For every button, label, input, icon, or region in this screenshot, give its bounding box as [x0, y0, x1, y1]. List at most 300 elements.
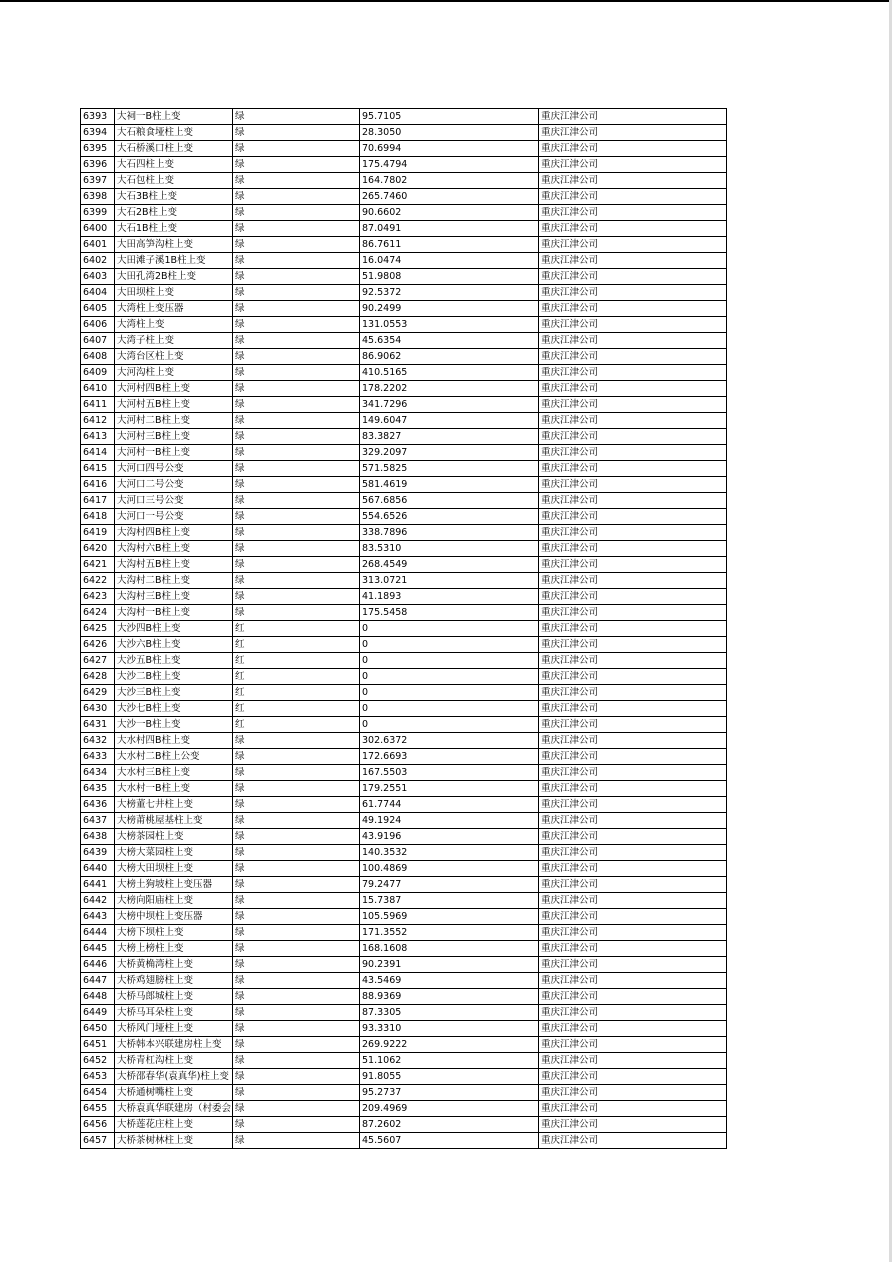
- cell-value: 0: [360, 653, 539, 669]
- cell-company: 重庆江津公司: [539, 877, 727, 893]
- cell-company: 重庆江津公司: [539, 125, 727, 141]
- cell-company: 重庆江津公司: [539, 957, 727, 973]
- cell-value: 554.6526: [360, 509, 539, 525]
- table-row: [81, 221, 727, 237]
- cell-value: 87.0491: [360, 221, 539, 237]
- cell-id: 6442: [81, 893, 115, 909]
- cell-name: 大河沟柱上变: [115, 365, 233, 381]
- cell-value: 265.7460: [360, 189, 539, 205]
- cell-company: 重庆江津公司: [539, 813, 727, 829]
- cell-id: 6436: [81, 797, 115, 813]
- cell-status: 绿: [233, 797, 360, 813]
- cell-name: 大祠一B柱上变: [115, 109, 233, 125]
- cell-value: 100.4869: [360, 861, 539, 877]
- cell-value: 164.7802: [360, 173, 539, 189]
- cell-value: 90.2499: [360, 301, 539, 317]
- cell-status: 绿: [233, 349, 360, 365]
- cell-company: 重庆江津公司: [539, 525, 727, 541]
- table-row: [81, 253, 727, 269]
- cell-name: 大沙二B柱上变: [115, 669, 233, 685]
- table-row: [81, 173, 727, 189]
- cell-company: 重庆江津公司: [539, 861, 727, 877]
- table-body: [81, 109, 727, 1149]
- cell-name: 大湾柱上变压器: [115, 301, 233, 317]
- table-row: [81, 957, 727, 973]
- cell-value: 45.6354: [360, 333, 539, 349]
- cell-id: 6404: [81, 285, 115, 301]
- cell-name: 大沙五B柱上变: [115, 653, 233, 669]
- cell-company: 重庆江津公司: [539, 557, 727, 573]
- cell-id: 6403: [81, 269, 115, 285]
- cell-id: 6449: [81, 1005, 115, 1021]
- cell-company: 重庆江津公司: [539, 1005, 727, 1021]
- cell-status: 绿: [233, 893, 360, 909]
- cell-name: 大桥茶树林柱上变: [115, 1133, 233, 1149]
- cell-id: 6440: [81, 861, 115, 877]
- cell-id: 6426: [81, 637, 115, 653]
- cell-value: 0: [360, 701, 539, 717]
- cell-name: 大榜大田坝柱上变: [115, 861, 233, 877]
- cell-company: 重庆江津公司: [539, 653, 727, 669]
- cell-company: 重庆江津公司: [539, 701, 727, 717]
- cell-status: 绿: [233, 573, 360, 589]
- cell-name: 大河村四B柱上变: [115, 381, 233, 397]
- cell-value: 209.4969: [360, 1101, 539, 1117]
- cell-id: 6407: [81, 333, 115, 349]
- cell-id: 6435: [81, 781, 115, 797]
- cell-value: 410.5165: [360, 365, 539, 381]
- cell-name: 大石3B柱上变: [115, 189, 233, 205]
- table-row: [81, 109, 727, 125]
- cell-company: 重庆江津公司: [539, 685, 727, 701]
- cell-status: 绿: [233, 493, 360, 509]
- cell-company: 重庆江津公司: [539, 749, 727, 765]
- cell-name: 大桥袁真华联建房（村委会: [115, 1101, 233, 1117]
- cell-id: 6415: [81, 461, 115, 477]
- cell-name: 大榜土狗坡柱上变压器: [115, 877, 233, 893]
- cell-name: 大水村一B柱上变: [115, 781, 233, 797]
- cell-value: 87.2602: [360, 1117, 539, 1133]
- cell-name: 大榜大菜园柱上变: [115, 845, 233, 861]
- cell-status: 绿: [233, 989, 360, 1005]
- cell-status: 绿: [233, 605, 360, 621]
- cell-company: 重庆江津公司: [539, 445, 727, 461]
- cell-id: 6455: [81, 1101, 115, 1117]
- cell-status: 绿: [233, 1069, 360, 1085]
- cell-status: 绿: [233, 1085, 360, 1101]
- cell-company: 重庆江津公司: [539, 477, 727, 493]
- cell-value: 95.2737: [360, 1085, 539, 1101]
- cell-value: 581.4619: [360, 477, 539, 493]
- table-row: [81, 285, 727, 301]
- cell-name: 大水村三B柱上变: [115, 765, 233, 781]
- cell-name: 大沙一B柱上变: [115, 717, 233, 733]
- table-row: [81, 701, 727, 717]
- cell-name: 大桥风门垭柱上变: [115, 1021, 233, 1037]
- cell-value: 329.2097: [360, 445, 539, 461]
- cell-value: 0: [360, 637, 539, 653]
- cell-id: 6417: [81, 493, 115, 509]
- cell-id: 6454: [81, 1085, 115, 1101]
- cell-name: 大榜中坝柱上变压器: [115, 909, 233, 925]
- cell-status: 绿: [233, 237, 360, 253]
- cell-name: 大河口二号公变: [115, 477, 233, 493]
- cell-status: 绿: [233, 269, 360, 285]
- cell-value: 43.9196: [360, 829, 539, 845]
- table-row: [81, 573, 727, 589]
- table-row: [81, 1085, 727, 1101]
- table-row: [81, 989, 727, 1005]
- cell-value: 61.7744: [360, 797, 539, 813]
- cell-id: 6421: [81, 557, 115, 573]
- cell-name: 大沙四B柱上变: [115, 621, 233, 637]
- cell-name: 大河村一B柱上变: [115, 445, 233, 461]
- cell-id: 6395: [81, 141, 115, 157]
- cell-id: 6414: [81, 445, 115, 461]
- cell-status: 绿: [233, 941, 360, 957]
- table-row: [81, 301, 727, 317]
- cell-status: 绿: [233, 173, 360, 189]
- cell-company: 重庆江津公司: [539, 605, 727, 621]
- cell-value: 313.0721: [360, 573, 539, 589]
- cell-company: 重庆江津公司: [539, 1085, 727, 1101]
- cell-company: 重庆江津公司: [539, 573, 727, 589]
- cell-value: 179.2551: [360, 781, 539, 797]
- cell-value: 28.3050: [360, 125, 539, 141]
- table-row: [81, 781, 727, 797]
- cell-value: 0: [360, 621, 539, 637]
- cell-status: 绿: [233, 477, 360, 493]
- cell-status: 绿: [233, 253, 360, 269]
- cell-value: 90.6602: [360, 205, 539, 221]
- table-row: [81, 717, 727, 733]
- cell-id: 6405: [81, 301, 115, 317]
- cell-id: 6397: [81, 173, 115, 189]
- cell-id: 6433: [81, 749, 115, 765]
- table-row: [81, 1005, 727, 1021]
- cell-id: 6423: [81, 589, 115, 605]
- cell-status: 红: [233, 685, 360, 701]
- cell-name: 大田坝柱上变: [115, 285, 233, 301]
- cell-value: 178.2202: [360, 381, 539, 397]
- cell-id: 6439: [81, 845, 115, 861]
- cell-name: 大桥韩本兴联建房柱上变: [115, 1037, 233, 1053]
- cell-status: 红: [233, 653, 360, 669]
- cell-name: 大桥鸡翅膀柱上变: [115, 973, 233, 989]
- cell-value: 51.1062: [360, 1053, 539, 1069]
- cell-id: 6400: [81, 221, 115, 237]
- cell-company: 重庆江津公司: [539, 109, 727, 125]
- cell-id: 6396: [81, 157, 115, 173]
- cell-name: 大桥通树嘴柱上变: [115, 1085, 233, 1101]
- cell-id: 6446: [81, 957, 115, 973]
- cell-company: 重庆江津公司: [539, 765, 727, 781]
- table-row: [81, 365, 727, 381]
- cell-company: 重庆江津公司: [539, 941, 727, 957]
- cell-value: 91.8055: [360, 1069, 539, 1085]
- cell-status: 绿: [233, 1133, 360, 1149]
- table-row: [81, 733, 727, 749]
- cell-id: 6451: [81, 1037, 115, 1053]
- cell-value: 86.9062: [360, 349, 539, 365]
- cell-name: 大石粮食垭柱上变: [115, 125, 233, 141]
- cell-id: 6409: [81, 365, 115, 381]
- table-row: [81, 477, 727, 493]
- cell-status: 红: [233, 701, 360, 717]
- cell-id: 6428: [81, 669, 115, 685]
- table-row: [81, 1133, 727, 1149]
- cell-id: 6456: [81, 1117, 115, 1133]
- cell-company: 重庆江津公司: [539, 509, 727, 525]
- cell-company: 重庆江津公司: [539, 1021, 727, 1037]
- cell-value: 302.6372: [360, 733, 539, 749]
- cell-status: 绿: [233, 461, 360, 477]
- cell-name: 大河村五B柱上变: [115, 397, 233, 413]
- cell-name: 大河口四号公变: [115, 461, 233, 477]
- cell-company: 重庆江津公司: [539, 301, 727, 317]
- top-border-line: [0, 0, 892, 2]
- cell-id: 6457: [81, 1133, 115, 1149]
- cell-id: 6434: [81, 765, 115, 781]
- cell-status: 绿: [233, 733, 360, 749]
- cell-status: 绿: [233, 781, 360, 797]
- cell-value: 70.6994: [360, 141, 539, 157]
- cell-id: 6412: [81, 413, 115, 429]
- cell-status: 红: [233, 621, 360, 637]
- cell-id: 6429: [81, 685, 115, 701]
- cell-value: 0: [360, 669, 539, 685]
- cell-status: 绿: [233, 333, 360, 349]
- table-row: [81, 877, 727, 893]
- cell-status: 绿: [233, 1053, 360, 1069]
- table-row: [81, 925, 727, 941]
- cell-id: 6444: [81, 925, 115, 941]
- table-row: [81, 973, 727, 989]
- cell-id: 6419: [81, 525, 115, 541]
- cell-company: 重庆江津公司: [539, 1133, 727, 1149]
- table-row: [81, 333, 727, 349]
- table-row: [81, 813, 727, 829]
- cell-id: 6416: [81, 477, 115, 493]
- cell-company: 重庆江津公司: [539, 205, 727, 221]
- cell-company: 重庆江津公司: [539, 157, 727, 173]
- cell-id: 6445: [81, 941, 115, 957]
- cell-status: 绿: [233, 765, 360, 781]
- table-row: [81, 941, 727, 957]
- table-row: [81, 525, 727, 541]
- table-row: [81, 397, 727, 413]
- cell-value: 83.5310: [360, 541, 539, 557]
- cell-value: 86.7611: [360, 237, 539, 253]
- table-row: [81, 1069, 727, 1085]
- table-row: [81, 1021, 727, 1037]
- cell-company: 重庆江津公司: [539, 637, 727, 653]
- cell-status: 绿: [233, 109, 360, 125]
- table-row: [81, 349, 727, 365]
- cell-status: 绿: [233, 525, 360, 541]
- cell-status: 绿: [233, 317, 360, 333]
- cell-status: 绿: [233, 1037, 360, 1053]
- cell-value: 95.7105: [360, 109, 539, 125]
- cell-status: 绿: [233, 1021, 360, 1037]
- cell-value: 87.3305: [360, 1005, 539, 1021]
- cell-id: 6422: [81, 573, 115, 589]
- table-row: [81, 237, 727, 253]
- cell-status: 绿: [233, 189, 360, 205]
- cell-id: 6430: [81, 701, 115, 717]
- table-row: [81, 429, 727, 445]
- cell-id: 6437: [81, 813, 115, 829]
- cell-status: 绿: [233, 589, 360, 605]
- cell-id: 6398: [81, 189, 115, 205]
- cell-company: 重庆江津公司: [539, 829, 727, 845]
- table-row: [81, 589, 727, 605]
- table-row: [81, 541, 727, 557]
- cell-value: 0: [360, 685, 539, 701]
- cell-name: 大田孔湾2B柱上变: [115, 269, 233, 285]
- table-row: [81, 1117, 727, 1133]
- cell-company: 重庆江津公司: [539, 893, 727, 909]
- cell-value: 269.9222: [360, 1037, 539, 1053]
- cell-value: 88.9369: [360, 989, 539, 1005]
- cell-company: 重庆江津公司: [539, 269, 727, 285]
- cell-value: 140.3532: [360, 845, 539, 861]
- cell-company: 重庆江津公司: [539, 797, 727, 813]
- cell-value: 131.0553: [360, 317, 539, 333]
- transformer-table: [80, 108, 727, 1149]
- cell-company: 重庆江津公司: [539, 173, 727, 189]
- cell-name: 大湾柱上变: [115, 317, 233, 333]
- cell-id: 6431: [81, 717, 115, 733]
- cell-status: 绿: [233, 221, 360, 237]
- cell-status: 绿: [233, 285, 360, 301]
- cell-status: 绿: [233, 141, 360, 157]
- cell-company: 重庆江津公司: [539, 1053, 727, 1069]
- cell-name: 大沟村三B柱上变: [115, 589, 233, 605]
- cell-id: 6393: [81, 109, 115, 125]
- table-row: [81, 445, 727, 461]
- cell-name: 大沙六B柱上变: [115, 637, 233, 653]
- table-row: [81, 893, 727, 909]
- cell-id: 6432: [81, 733, 115, 749]
- table-row: [81, 269, 727, 285]
- cell-status: 绿: [233, 125, 360, 141]
- cell-value: 167.5503: [360, 765, 539, 781]
- cell-value: 90.2391: [360, 957, 539, 973]
- cell-company: 重庆江津公司: [539, 365, 727, 381]
- cell-name: 大河村三B柱上变: [115, 429, 233, 445]
- cell-value: 41.1893: [360, 589, 539, 605]
- table-row: [81, 557, 727, 573]
- cell-status: 绿: [233, 365, 360, 381]
- cell-status: 绿: [233, 557, 360, 573]
- cell-company: 重庆江津公司: [539, 669, 727, 685]
- cell-id: 6408: [81, 349, 115, 365]
- cell-name: 大水村二B柱上公变: [115, 749, 233, 765]
- cell-id: 6443: [81, 909, 115, 925]
- cell-name: 大桥黄桷湾柱上变: [115, 957, 233, 973]
- cell-id: 6406: [81, 317, 115, 333]
- cell-company: 重庆江津公司: [539, 493, 727, 509]
- cell-company: 重庆江津公司: [539, 717, 727, 733]
- cell-company: 重庆江津公司: [539, 397, 727, 413]
- cell-status: 绿: [233, 861, 360, 877]
- cell-value: 168.1608: [360, 941, 539, 957]
- cell-value: 175.5458: [360, 605, 539, 621]
- cell-company: 重庆江津公司: [539, 1101, 727, 1117]
- cell-status: 绿: [233, 829, 360, 845]
- cell-name: 大沙七B柱上变: [115, 701, 233, 717]
- cell-company: 重庆江津公司: [539, 541, 727, 557]
- cell-name: 大桥莲花庄柱上变: [115, 1117, 233, 1133]
- table-row: [81, 413, 727, 429]
- cell-id: 6453: [81, 1069, 115, 1085]
- table-row: [81, 653, 727, 669]
- cell-id: 6399: [81, 205, 115, 221]
- cell-status: 绿: [233, 445, 360, 461]
- cell-company: 重庆江津公司: [539, 1117, 727, 1133]
- table-row: [81, 1053, 727, 1069]
- cell-status: 红: [233, 669, 360, 685]
- cell-name: 大石四柱上变: [115, 157, 233, 173]
- cell-id: 6447: [81, 973, 115, 989]
- cell-name: 大湾台区柱上变: [115, 349, 233, 365]
- cell-company: 重庆江津公司: [539, 333, 727, 349]
- cell-value: 45.5607: [360, 1133, 539, 1149]
- cell-company: 重庆江津公司: [539, 429, 727, 445]
- cell-value: 49.1924: [360, 813, 539, 829]
- cell-status: 绿: [233, 925, 360, 941]
- cell-value: 15.7387: [360, 893, 539, 909]
- table-row: [81, 493, 727, 509]
- cell-name: 大石1B柱上变: [115, 221, 233, 237]
- cell-name: 大沙三B柱上变: [115, 685, 233, 701]
- cell-status: 红: [233, 637, 360, 653]
- cell-company: 重庆江津公司: [539, 973, 727, 989]
- cell-value: 567.6856: [360, 493, 539, 509]
- cell-company: 重庆江津公司: [539, 285, 727, 301]
- cell-company: 重庆江津公司: [539, 253, 727, 269]
- table-row: [81, 845, 727, 861]
- cell-value: 105.5969: [360, 909, 539, 925]
- cell-name: 大沟村一B柱上变: [115, 605, 233, 621]
- cell-name: 大沟村六B柱上变: [115, 541, 233, 557]
- table-row: [81, 909, 727, 925]
- cell-value: 16.0474: [360, 253, 539, 269]
- table-row: [81, 157, 727, 173]
- cell-company: 重庆江津公司: [539, 989, 727, 1005]
- cell-name: 大桥马耳朵柱上变: [115, 1005, 233, 1021]
- cell-company: 重庆江津公司: [539, 189, 727, 205]
- cell-company: 重庆江津公司: [539, 461, 727, 477]
- cell-id: 6425: [81, 621, 115, 637]
- cell-status: 绿: [233, 957, 360, 973]
- cell-company: 重庆江津公司: [539, 621, 727, 637]
- cell-name: 大桥邵春华(袁真华)柱上变: [115, 1069, 233, 1085]
- table-row: [81, 637, 727, 653]
- cell-value: 571.5825: [360, 461, 539, 477]
- cell-name: 大湾子柱上变: [115, 333, 233, 349]
- cell-company: 重庆江津公司: [539, 1037, 727, 1053]
- cell-value: 171.3552: [360, 925, 539, 941]
- cell-id: 6401: [81, 237, 115, 253]
- cell-status: 绿: [233, 845, 360, 861]
- table-row: [81, 765, 727, 781]
- cell-value: 83.3827: [360, 429, 539, 445]
- table-row: [81, 461, 727, 477]
- table-row: [81, 605, 727, 621]
- cell-company: 重庆江津公司: [539, 413, 727, 429]
